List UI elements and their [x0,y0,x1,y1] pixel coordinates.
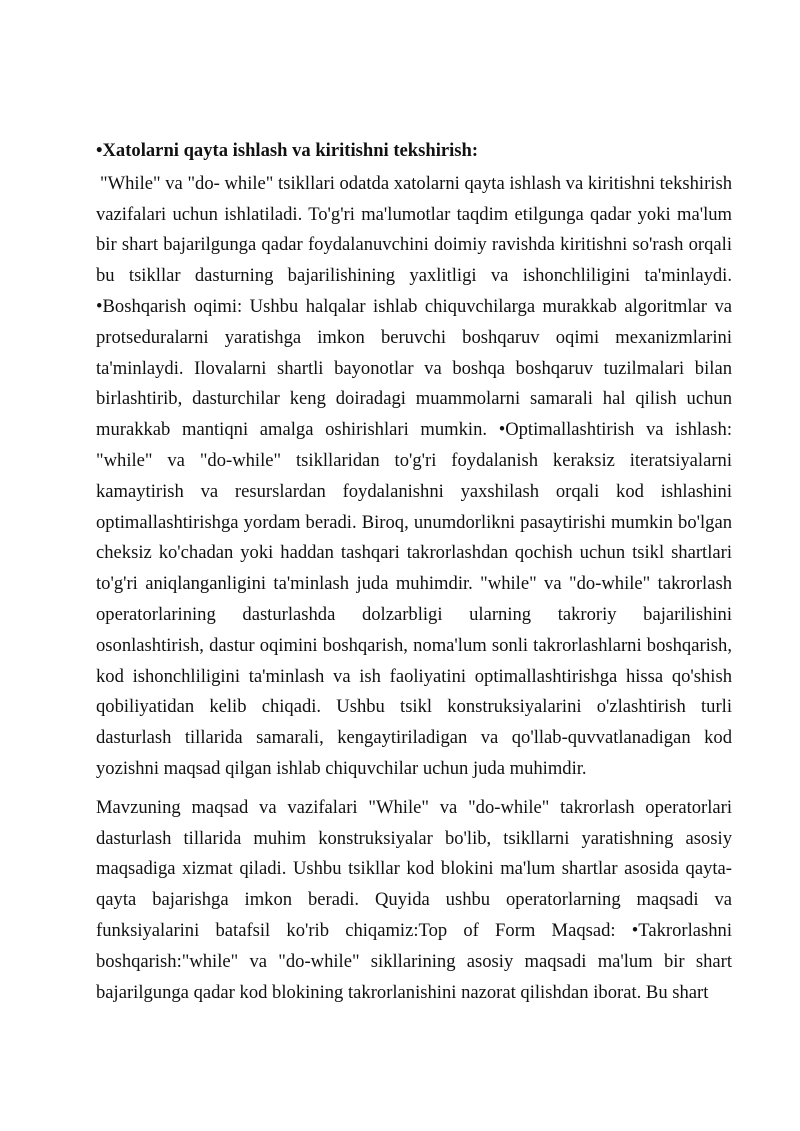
page-body [96,136,732,1008]
section-heading: •Xatolarni qayta ishlash va kiritishni tekshirish: [96,140,479,161]
body-paragraph-2: Mavzuning maqsad va vazifalari "While" va "do-while" takrorlash operatorlari dasturlash tillarida muhim konstruksiyalar bo'lib, tsikllarni yaratishning asosiy maqsadiga xizmat qiladi. Ushbu tsikllar kod blokini ma'lum shartlar asosida qayta-qayta bajarishga imkon beradi. Quyida ushbu operatorlarning maqsadi va funksiyalarini batafsil ko'rib chiqamiz:Top of Form Maqsad: •Takrorlashni boshqarish:"while" va "do-while" sikllarining asosiy maqsadi ma'lum bir shart bajarilgunga qadar kod blokining takrorlanishini nazorat qilishdan iborat. Bu shart [96,796,732,1003]
body-paragraph-1: "While" va "do- while" tsikllari odatda xatolarni qayta ishlash va kiritishni tekshirish vazifalari uchun ishlatiladi. To'g'ri ma'lumotlar taqdim etilgunga qadar yoki ma'lum bir shart bajarilgunga qadar foydalanuvchini doimiy ravishda kiritishni so'rash orqali bu tsikllar dasturning bajarilishining yaxlitligi va ishonchliligini ta'minlaydi. •Boshqarish oqimi: Ushbu halqalar ishlab chiquvchilarga murakkab algoritmlar va protseduralarni yaratishga imkon beruvchi boshqaruv oqimi mexanizmlarini ta'minlaydi. Ilovalarni shartli bayonotlar va boshqa boshqaruv tuzilmalari bilan birlashtirib, dasturchilar keng doiradagi muammolarni samarali hal qilish uchun murakkab mantiqni amalga oshirishlari mumkin. •Optimallashtirish va ishlash: "while" va "do-while" tsikllaridan to'g'ri foydalanish keraksiz iteratsiyalarni kamaytirish va resurslardan foydalanishni yaxshilash orqali kod ishlashini optimallashtirishga yordam beradi. Biroq, unumdorlikni pasaytirishi mumkin bo'lgan cheksiz ko'chadan yoki haddan tashqari takrorlashdan qochish uchun tsikl shartlari to'g'ri aniqlanganligini ta'minlash juda muhimdir. "while" va "do-while" takrorlash operatorlarining dasturlashda dolzarbligi ularning takroriy bajarilishini osonlashtirish, dastur oqimini boshqarish, noma'lum sonli takrorlashlarni boshqarish, kod ishonchliligini ta'minlash va ish faoliyatini optimallashtirishga hissa qo'shish qobiliyatidan kelib chiqadi. Ushbu tsikl konstruksiyalarini o'zlashtirish turli dasturlash tillarida samarali, kengaytiriladigan va qo'llab-quvvatlanadigan kod yozishni maqsad qilgan ishlab chiquvchilar uchun juda muhimdir. [96,172,732,779]
